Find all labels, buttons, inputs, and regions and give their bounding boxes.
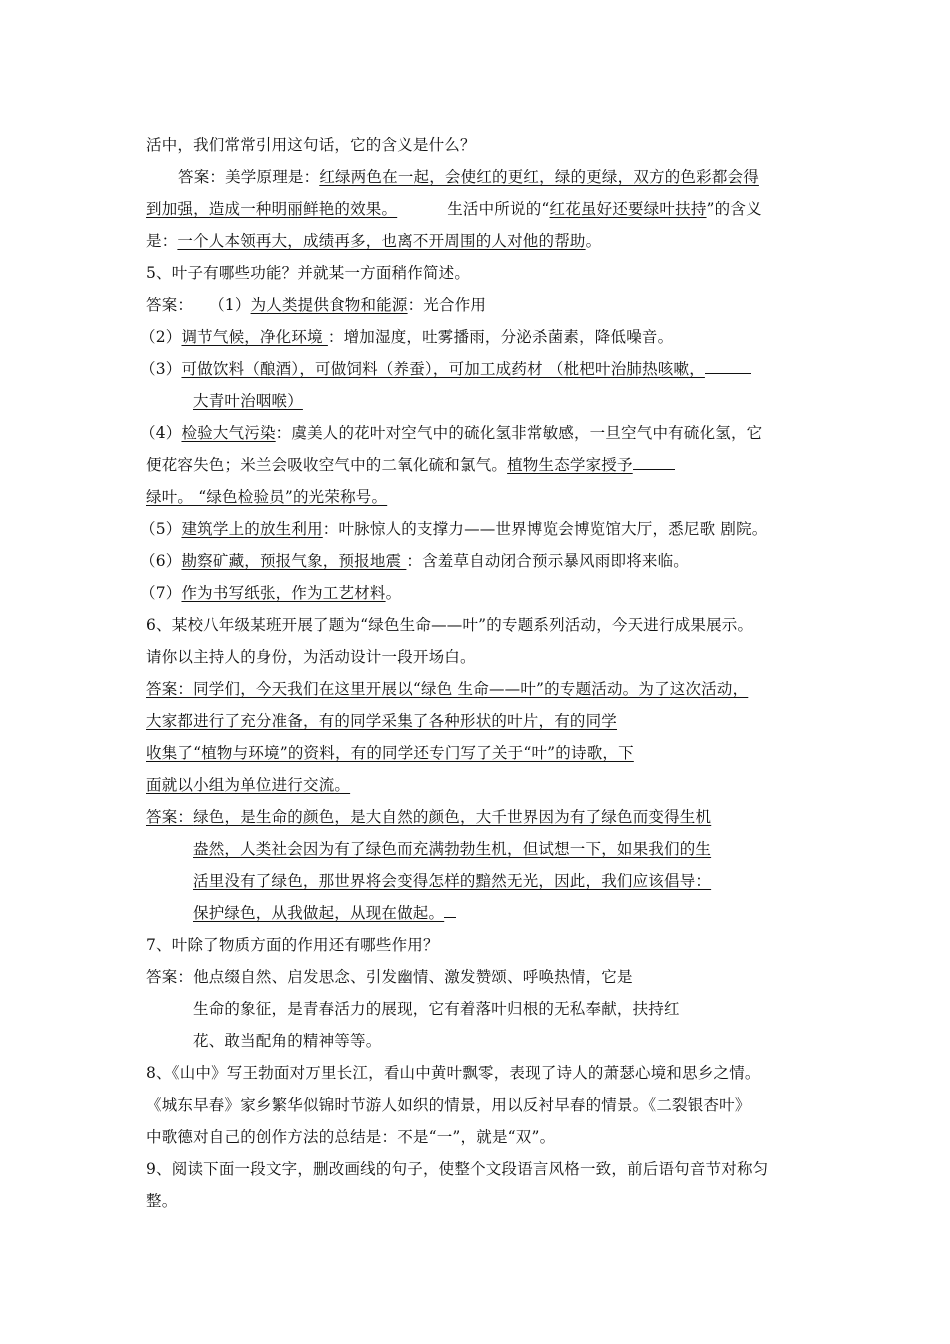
q6-answer1-line3: [146, 743, 634, 763]
underlined-text: 保护绿色，从我做起，从现在做起。: [193, 904, 445, 922]
q6-answer1-line2: [146, 711, 617, 731]
underlined-text: 活里没有了绿色，那世界将会变得怎样的黯然无光，因此，我们应该倡导：: [193, 872, 712, 890]
q5-item-3: [140, 359, 751, 379]
item-number: （2）: [140, 328, 182, 346]
underlined-text: 调节气候，净化环境: [181, 328, 328, 346]
question-text: 请你以主持人的身份，为活动设计一段开场白。: [146, 648, 476, 666]
text: ：含羞草自动闭合预示暴风雨即将来临。: [406, 552, 690, 570]
answer-label: 答案：: [146, 296, 194, 314]
text: ：光合作用: [407, 296, 487, 314]
text: 生命的象征，是青春活力的展现，它有着落叶归根的无私奉献，扶持红: [193, 1000, 680, 1018]
q5-item-2: [140, 327, 673, 347]
underline-fill: [705, 359, 751, 374]
q8-line3: [146, 1127, 555, 1147]
q5-item-1: [146, 295, 486, 315]
q5-question: [146, 263, 470, 283]
underline-fill: [633, 455, 675, 470]
underlined-text: 到加强，造成一种明丽鲜艳的效果。: [146, 200, 398, 218]
q7-answer-line2: [193, 999, 680, 1019]
underlined-text: 大家都进行了充分准备，有的同学采集了各种形状的叶片，有的同学: [146, 712, 618, 730]
text: 。: [385, 584, 402, 602]
q4-answer-line1: [178, 167, 759, 187]
q8-line1: [146, 1063, 761, 1083]
underlined-text: 勘察矿藏，预报气象，预报地震: [181, 552, 407, 570]
underlined-text: 绿色，是生命的颜色，是大自然的颜色，大千世界因为有了绿色而变得生机: [193, 808, 712, 826]
q7-question: [146, 935, 439, 955]
text: 。: [585, 232, 602, 250]
underlined-text: 建筑学上的放生利用: [181, 520, 323, 538]
q7-answer-line1: [146, 967, 633, 987]
underlined-text: 植物生态学家授予: [507, 456, 633, 474]
q5-item-4-line2: [146, 455, 675, 475]
q5-item-5: [140, 519, 768, 539]
q5-item-7: [140, 583, 401, 603]
underlined-text: 面就以小组为单位进行交流。: [146, 776, 351, 794]
q4-line: 活中，我们常常引用这句话，它的含义是什么？: [146, 136, 476, 154]
underlined-text: 一个人本领再大，成绩再多，也离不开周围的人对他的帮助: [177, 232, 586, 250]
q4-question-tail: [146, 135, 476, 155]
q5-item-4: [140, 423, 762, 443]
question-text: 7、叶除了物质方面的作用还有哪些作用？: [146, 936, 439, 954]
q8-line2: [146, 1095, 751, 1115]
text: ”的含义: [706, 200, 762, 218]
answer-label: 答案：: [146, 808, 194, 826]
q4-answer-line3: [146, 231, 601, 251]
q5-item-4-line3: [146, 487, 387, 507]
item-number: （3）: [140, 360, 182, 378]
q6-question-line1: [146, 615, 753, 635]
question-text: 9、阅读下面一段文字，删改画线的句子，使整个文段语言风格一致，前后语句音节对称匀: [146, 1160, 769, 1178]
item-number: （5）: [140, 520, 182, 538]
underlined-text: 可做饮料（酿酒），可做饲料（养蚕），可加工成药材 （枇杷叶治肺热咳嗽，: [181, 360, 705, 378]
underlined-text: 盎然，人类社会因为有了绿色而充满勃勃生机，但试想一下，如果我们的生: [193, 840, 712, 858]
text: ：增加湿度，吐雾播雨，分泌杀菌素，降低噪音。: [327, 328, 674, 346]
text: ：叶脉惊人的支撑力——世界博览会博览馆大厅，悉尼歌 剧院。: [322, 520, 768, 538]
q6-answer1-line1: [146, 679, 748, 699]
text: 8、《山中》写王勃面对万里长江，看山中黄叶飘零，表现了诗人的萧瑟心境和思乡之情。: [146, 1064, 761, 1082]
question-text: 5、叶子有哪些功能？并就某一方面稍作简述。: [146, 264, 471, 282]
underlined-text: 大青叶治咽喉）: [193, 392, 303, 410]
underlined-text: 为人类提供食物和能源: [250, 296, 408, 314]
underlined-text: 答案：同学们，今天我们在这里开展以“绿色 生命——叶”的专题活动。为了这次活动，: [146, 680, 749, 698]
q6-question-line2: [146, 647, 476, 667]
text: 《城东早春》家乡繁华似锦时节游人如织的情景，用以反衬早春的情景。《二裂银杏叶》: [146, 1096, 751, 1114]
text: 是：: [146, 232, 178, 250]
text: 中歌德对自己的创作方法的总结是：不是“一”，就是“双”。: [146, 1128, 556, 1146]
q6-answer2-line1: [146, 807, 711, 827]
item-number: （7）: [140, 584, 182, 602]
underlined-text: 绿叶。 “绿色检验员”的光荣称号。: [146, 488, 388, 506]
underlined-text: 作为书写纸张，作为工艺材料: [181, 584, 386, 602]
text: 生活中所说的“: [447, 200, 550, 218]
text: 便花容失色；米兰会吸收空气中的二氧化硫和氯气。: [146, 456, 508, 474]
q6-answer1-line4: [146, 775, 350, 795]
text: ：虞美人的花叶对空气中的硫化氢非常敏感，一旦空气中有硫化氢，它: [275, 424, 763, 442]
underlined-text: 红花虽好还要绿叶扶持: [549, 200, 707, 218]
q6-answer2-line2: [193, 839, 711, 859]
q6-answer2-line4: [193, 903, 456, 923]
q6-answer2-line3: [193, 871, 711, 891]
question-text: 6、某校八年级某班开展了题为“绿色生命——叶”的专题系列活动，今天进行成果展示。: [146, 616, 754, 634]
question-text: 整。: [146, 1192, 178, 1210]
underlined-text: 红绿两色在一起，会使红的更红，绿的更绿，双方的色彩都会得: [319, 168, 759, 186]
q9-line2: [146, 1191, 177, 1211]
answer-label: 答案：美学原理是：: [178, 168, 320, 186]
item-number: （6）: [140, 552, 182, 570]
underlined-text: 收集了“植物与环境”的资料，有的同学还专门写了关于“叶”的诗歌，下: [146, 744, 634, 762]
text: 答案：他点缀自然、启发思念、引发幽情、激发赞颂、呼唤热情，它是: [146, 968, 633, 986]
q9-line1: [146, 1159, 768, 1179]
item-number: （1）: [209, 296, 251, 314]
q5-item-6: [140, 551, 689, 571]
underlined-text: 检验大气污染: [181, 424, 276, 442]
underline-fill: [444, 903, 456, 918]
item-number: （4）: [140, 424, 182, 442]
text: 花、敢当配角的精神等等。: [193, 1032, 382, 1050]
q5-item-3-cont: [193, 391, 303, 411]
q7-answer-line3: [193, 1031, 381, 1051]
q4-answer-line2: [146, 199, 762, 219]
